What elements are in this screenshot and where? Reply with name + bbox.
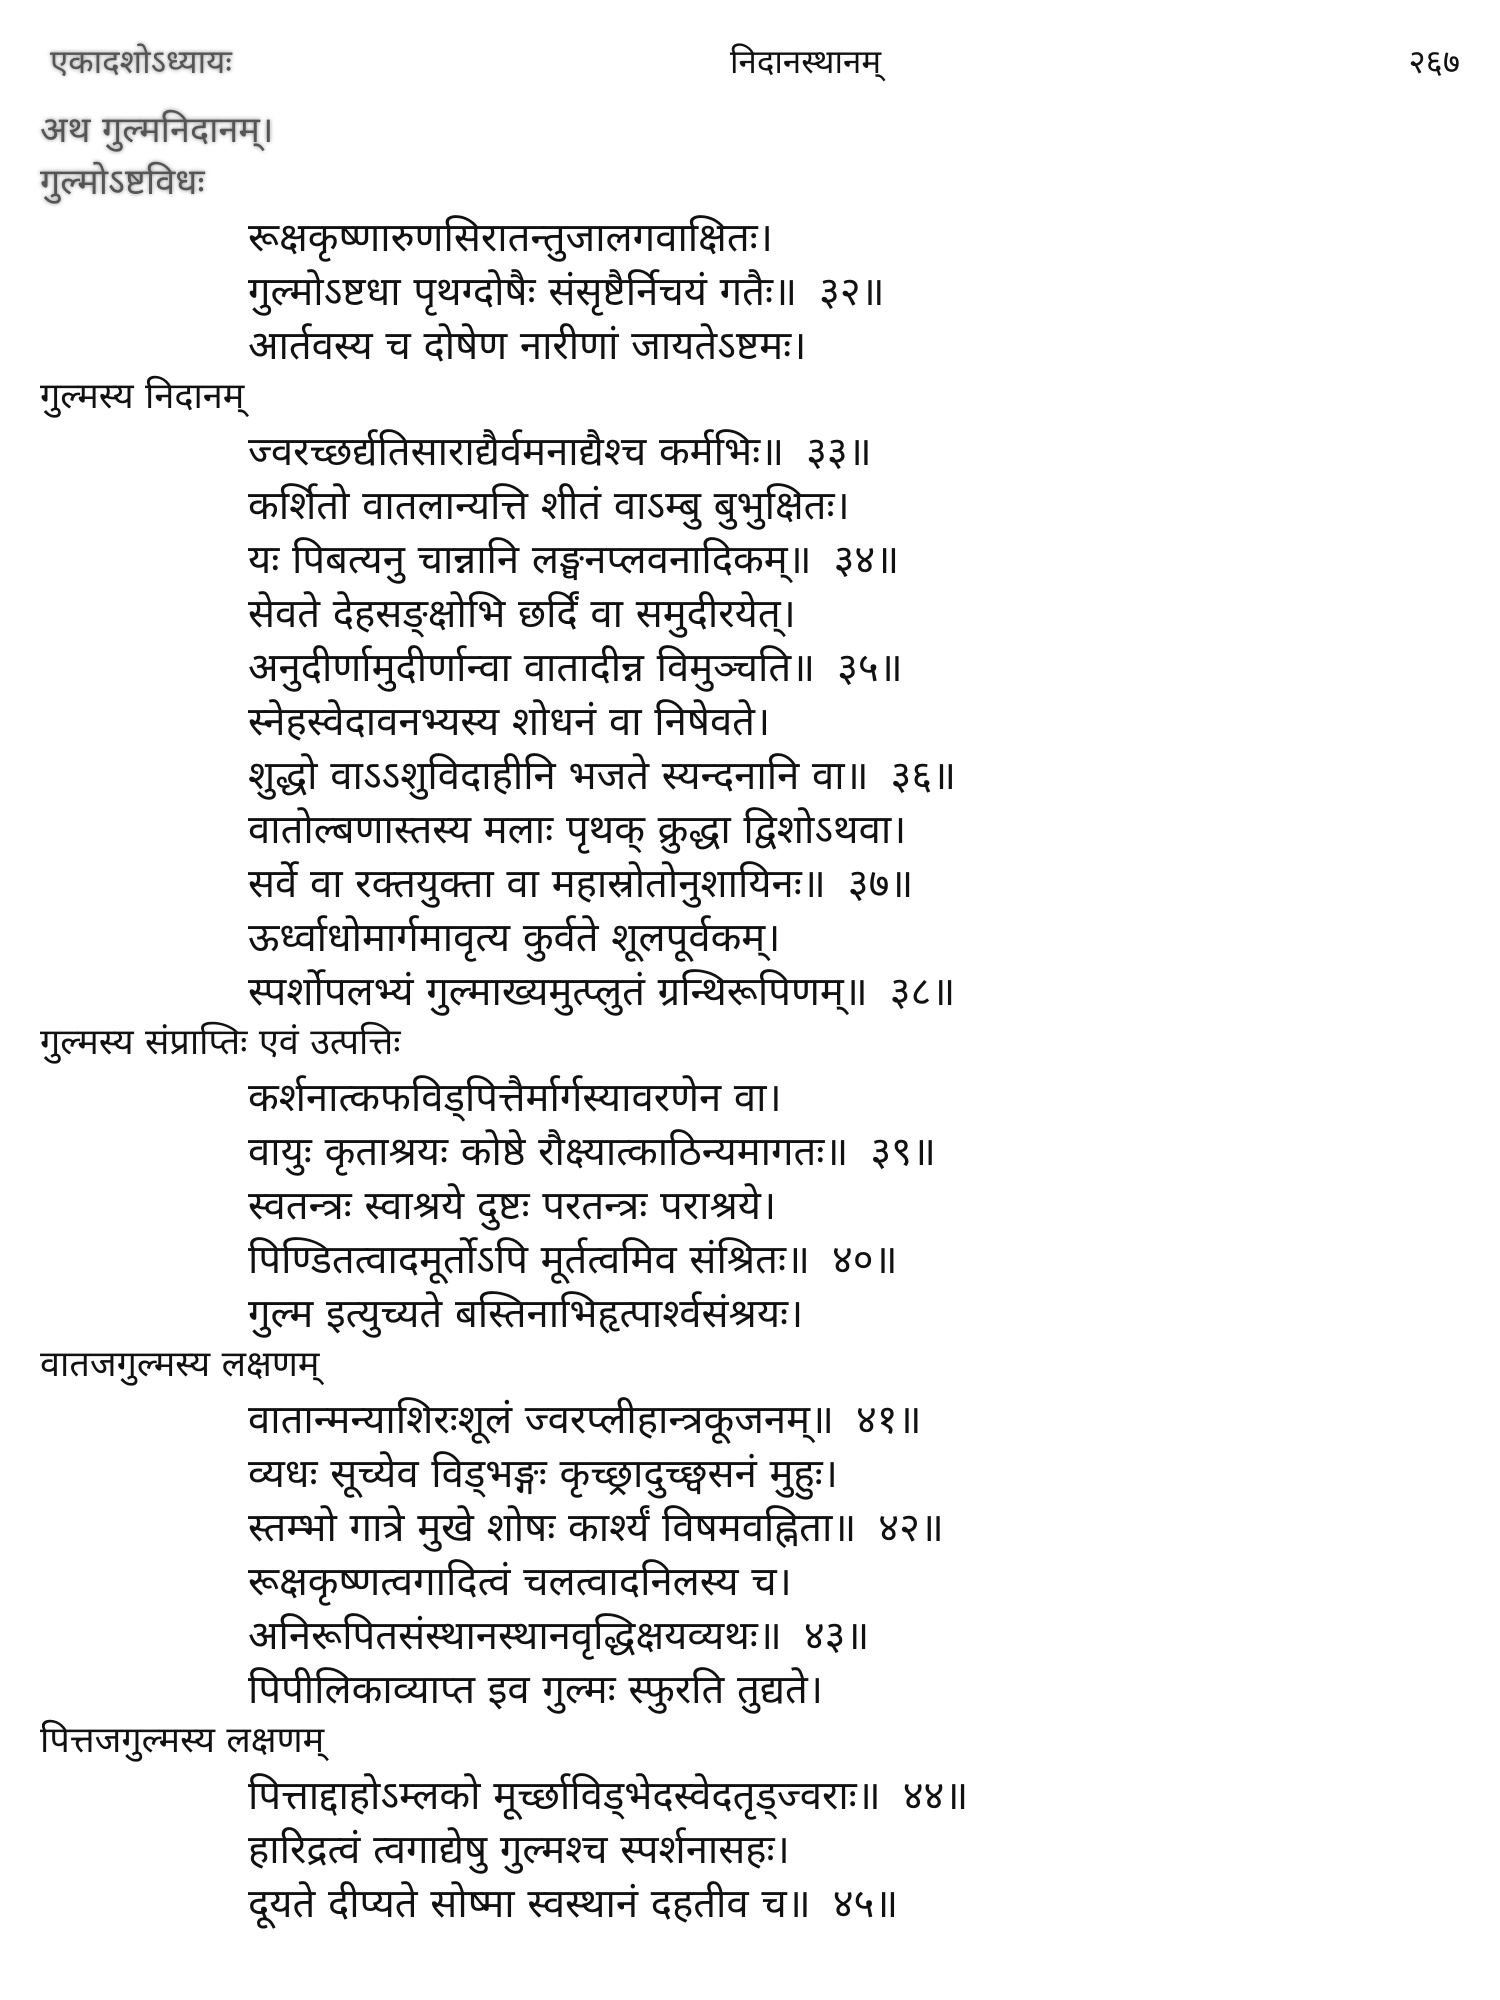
verse-line [248, 316, 806, 371]
verse-line [248, 1498, 944, 1553]
verse-text: आर्तवस्य च दोषेण नारीणां जायतेऽष्टमः। [248, 323, 807, 369]
verse-number: ४१॥ [855, 1397, 922, 1443]
verse-number: ४४॥ [902, 1773, 969, 1819]
verse-line [248, 1068, 782, 1123]
verse-text: पिण्डितत्वादमूर्तोऽपि मूर्तत्वमिव संश्रितः॥ [248, 1237, 810, 1283]
verse-text: शुद्धो वाऽऽशुविदाहीनि भजते स्यन्दनानि वा॥ [248, 753, 869, 799]
verse-line [248, 584, 796, 639]
verse-text: स्तम्भो गात्रे मुखे शोषः कार्श्यं विषमवह्निता॥ [248, 1505, 857, 1551]
verse-line [248, 638, 903, 693]
chapter-title: एकादशोऽध्यायः [50, 42, 232, 81]
verse-text: सर्वे वा रक्तयुक्ता वा महास्रोतोनुशायिनः॥ [248, 861, 826, 907]
verse-number: ३२॥ [819, 269, 885, 315]
verse-text: ऊर्ध्वाधोमार्गमावृत्य कुर्वते शूलपूर्वकम्। [248, 915, 781, 961]
verse-number: ३४॥ [833, 537, 900, 583]
verse-number: ४०॥ [832, 1237, 898, 1283]
verse-line [248, 1766, 968, 1821]
verse-line [248, 1122, 936, 1177]
verse-line [248, 1284, 803, 1339]
verse-text: सेवते देहसङ्क्षोभि छर्दिं वा समुदीरयेत्। [248, 591, 796, 637]
verse-line [248, 962, 955, 1017]
verse-text: अनिरूपितसंस्थानस्थानवृद्धिक्षयव्यथः॥ [248, 1613, 782, 1659]
verse-text: अनुदीर्णामुदीर्णान्वा वातादीन्न विमुञ्चति॥ [248, 645, 816, 691]
heading-vataja-symptoms: वातजगुल्मस्य लक्षणम् [40, 1344, 320, 1385]
verse-line [248, 1230, 898, 1285]
verse-text: हारिद्रत्वं त्वगाद्येषु गुल्मश्च स्पर्शनासहः। [248, 1827, 790, 1873]
running-header [50, 38, 1460, 98]
verse-text: गुल्म इत्युच्यते बस्तिनाभिहृत्पार्श्वसंश्रयः। [248, 1291, 804, 1337]
verse-text: पिपीलिकाव्याप्त इव गुल्मः स्फुरति तुद्यते। [248, 1667, 824, 1713]
section-title: निदानस्थानम् [730, 42, 882, 81]
heading-pittaja-symptoms: पित्तजगुल्मस्य लक्षणम् [40, 1720, 325, 1761]
verse-line [248, 1606, 869, 1661]
verse-line [248, 746, 956, 801]
verse-text: व्यधः सूच्येव विड्भङ्गः कृच्छ्रादुच्छ्वसनं मुहुः। [248, 1451, 838, 1497]
verse-line [248, 800, 906, 855]
verse-line [248, 1660, 823, 1715]
verse-text: कर्शनात्कफविड्पित्तैर्मार्गस्यावरणेन वा। [248, 1075, 782, 1121]
verse-text: गुल्मोऽष्टधा पृथग्दोषैः संसृष्टैर्निचयं गतैः॥ [248, 269, 798, 315]
verse-text: रूक्षकृष्णत्वगादित्वं चलत्वादनिलस्य च। [248, 1559, 792, 1605]
verse-line [248, 1390, 922, 1445]
verse-line [248, 692, 770, 747]
verse-line [248, 262, 885, 317]
verse-text: स्नेहस्वेदावनभ्यस्य शोधनं वा निषेवते। [248, 699, 771, 745]
verse-line [248, 476, 850, 531]
verse-text: वातान्मन्याशिरःशूलं ज्वरप्लीहान्त्रकूजनम्॥ [248, 1397, 834, 1443]
verse-line [248, 1552, 792, 1607]
verse-number: ३७॥ [847, 861, 914, 907]
verse-text: वायुः कृताश्रयः कोष्ठे रौक्ष्यात्काठिन्यमागतः॥ [248, 1129, 849, 1175]
verse-text: ज्वरच्छर्द्यतिसाराद्यैर्वमनाद्यैश्च कर्मभिः॥ [248, 429, 785, 475]
verse-number: ३६॥ [890, 753, 957, 799]
verse-number: ३५॥ [837, 645, 903, 691]
heading-causes: गुल्मस्य निदानम् [40, 376, 245, 417]
heading-eight-types: गुल्मोऽष्टविधः [40, 162, 205, 203]
verse-text: पित्ताद्दाहोऽम्लको मूर्च्छाविड्भेदस्वेदतृड्ज्वराः॥ [248, 1773, 881, 1819]
verse-number: ३८॥ [889, 969, 956, 1015]
verse-text: दूयते दीप्यते सोष्मा स्वस्थानं दहतीव च॥ [248, 1881, 811, 1927]
verse-line [248, 908, 780, 963]
verse-line [248, 422, 872, 477]
verse-line [248, 1874, 898, 1929]
verse-line [248, 1176, 776, 1231]
verse-line [248, 1444, 838, 1499]
verse-number: ४३॥ [803, 1613, 870, 1659]
heading-pathogenesis: गुल्मस्य संप्राप्तिः एवं उत्पत्तिः [40, 1022, 401, 1063]
verse-text: स्वतन्त्रः स्वाश्रये दुष्टः परतन्त्रः पराश्रये। [248, 1183, 777, 1229]
verse-number: ४२॥ [878, 1505, 944, 1551]
verse-number: ३३॥ [806, 429, 872, 475]
verse-text: स्पर्शोपलभ्यं गुल्माख्यमुत्प्लुतं ग्रन्थिरूपिणम्॥ [248, 969, 868, 1015]
verse-line [248, 530, 899, 585]
verse-text: वातोल्बणास्तस्य मलाः पृथक् क्रुद्धा द्विशोऽथवा। [248, 807, 907, 853]
verse-text: यः पिबत्यनु चान्नानि लङ्घनप्लवनादिकम्॥ [248, 537, 812, 583]
heading-gulma-nidana: अथ गुल्मनिदानम्। [40, 110, 274, 151]
page-number: २६७ [1408, 42, 1460, 81]
verse-line [248, 854, 913, 909]
verse-number: ४५॥ [832, 1881, 899, 1927]
verse-number: ३९॥ [870, 1129, 936, 1175]
verse-line [248, 1820, 790, 1875]
verse-text: कर्शितो वातलान्यत्ति शीतं वाऽम्बु बुभुक्षितः। [248, 483, 850, 529]
verse-line [248, 208, 773, 263]
verse-text: रूक्षकृष्णारुणसिरातन्तुजालगवाक्षितः। [248, 215, 773, 261]
